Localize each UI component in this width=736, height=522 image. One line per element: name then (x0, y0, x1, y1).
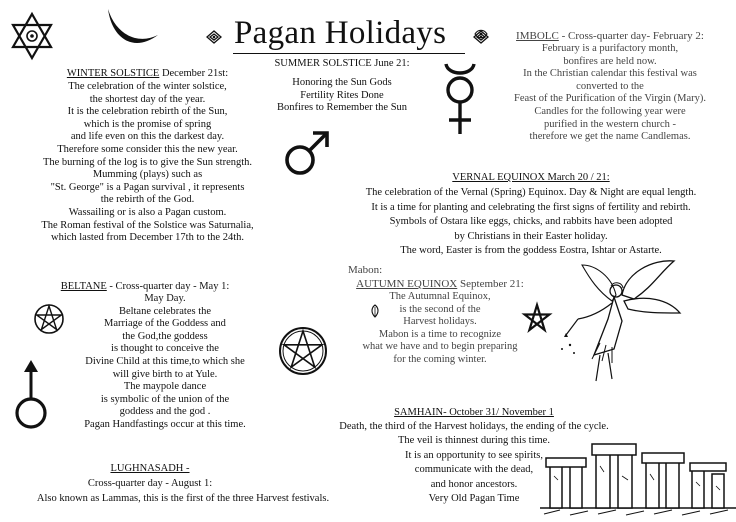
winter-solstice-line: The celebration of the winter solstice, (68, 81, 227, 92)
page-title: Pagan Holidays (234, 15, 447, 51)
samhain-line: communicate with the dead, (414, 464, 534, 476)
mabon-line: Harvest holidays. (403, 316, 477, 328)
pentagram-icon (522, 303, 552, 333)
pentacle-icon (277, 325, 329, 377)
stonehenge-icon (540, 436, 736, 518)
vernal-equinox-line: The celebration of the Vernal (Spring) Equinox. Day & Night are equal length. (365, 187, 697, 198)
lughnasadh-body-2 (0, 492, 366, 506)
beltane-line: Beltane celebrates the (118, 305, 212, 317)
imbolc-line: Candles for the following year were (534, 105, 686, 117)
celtic-knot-icon (205, 29, 223, 45)
summer-solstice-line: Bonfires to Remember the Sun (276, 102, 408, 114)
beltane-line: May Day. (144, 293, 186, 304)
winter-solstice-line: the rebirth of the God. (100, 194, 195, 206)
beltane-line: is symbolic of the union of the (100, 393, 230, 405)
summer-solstice-section (252, 57, 432, 115)
summer-solstice-line: Honoring the Sun Gods (292, 77, 392, 88)
vernal-equinox-line: It is a time for planting and celebrating the first signs of fertility and rebirth. (371, 201, 691, 213)
lughnasadh-body (0, 477, 300, 491)
autumn-equinox-heading: AUTUMN EQUINOX (356, 278, 458, 290)
beltane-heading: BELTANE (60, 281, 107, 292)
winter-solstice-line: which lasted from December 17th to the 24th. (50, 232, 245, 244)
mercury-symbol-icon (438, 60, 482, 140)
beltane-section (0, 280, 290, 293)
vernal-equinox-line: Symbols of Ostara like eggs, chicks, and rabbits have been adopted (389, 216, 673, 228)
samhain-line: Very Old Pagan Time (428, 493, 520, 505)
beltane-line: will give birth to at Yule. (112, 368, 218, 380)
vernal-equinox-heading: VERNAL EQUINOX March 20 / 21: (452, 172, 610, 183)
hexagram-icon (6, 10, 58, 62)
mabon-line: The Autumnal Equinox, (389, 291, 491, 302)
winter-solstice-line: Wassailing or is also a Pagan custom. (68, 206, 227, 218)
winter-solstice-line: which is the promise of spring (83, 118, 212, 130)
imbolc-line: therefore we get the name Candlemas. (529, 131, 691, 143)
title-underline (233, 53, 465, 54)
samhain-line: It is an opportunity to see spirits, (405, 449, 543, 461)
winter-solstice-line: and life even on this the darkest day. (70, 131, 225, 143)
samhain-line: Death, the third of the Harvest holidays, the ending of the cycle. (339, 421, 609, 432)
imbolc-line: Feast of the Purification of the Virgin (Mary). (513, 93, 707, 105)
pentacle-icon (33, 303, 65, 335)
winter-solstice-line: "St. George" is a Pagan survival , it represents (50, 181, 245, 193)
winter-solstice-line: The burning of the log is to give the Sun strength. (42, 156, 253, 168)
samhain-heading: SAMHAIN- October 31/ November 1 (394, 407, 554, 418)
winter-solstice-line: Mumming (plays) such as (92, 169, 203, 181)
beltane-line: Divine Child at this time,to which she (85, 355, 245, 367)
imbolc-section (484, 29, 736, 144)
mabon-line: for the coming winter. (393, 353, 487, 365)
autumn-equinox-date: September 21: (457, 278, 524, 290)
fairy-figure-icon (556, 255, 686, 395)
imbolc-line: bonfires are held now. (563, 55, 657, 67)
lughnasadh-line: Cross-quarter day - August 1: (87, 478, 213, 489)
imbolc-line: February is a purifactory month, (541, 43, 679, 54)
mabon-label: Mabon: (348, 264, 383, 276)
winter-solstice-date: December 21st: (161, 68, 229, 79)
beltane-line: goddess and the god . (119, 406, 211, 418)
imbolc-heading: IMBOLC (516, 30, 559, 42)
beltane-line: is thought to conceive the (111, 343, 219, 355)
beltane-line: the God,the goddess (122, 330, 208, 342)
vernal-equinox-line: The word, Easter is from the goddess Eostra, Ishtar or Astarte. (400, 245, 662, 257)
mabon-line: is the second of the (399, 303, 481, 315)
vernal-equinox-line: by Christians in their Easter holiday. (454, 230, 608, 242)
crescent-moon-icon (104, 5, 162, 61)
mabon-line: what we have and to begin preparing (362, 341, 518, 353)
winter-solstice-line: The Roman festival of the Solstice was Saturnalia, (41, 219, 254, 231)
beltane-line: The maypole dance (123, 381, 207, 393)
winter-solstice-line: the shortest day of the year. (89, 93, 206, 105)
imbolc-line: converted to the (576, 80, 644, 92)
lughnasadh-line: Also known as Lammas, this is the first of the three Harvest festivals. (36, 493, 330, 504)
imbolc-line: In the Christian calendar this festival was (523, 68, 697, 80)
winter-solstice-heading: WINTER SOLSTICE (66, 68, 160, 79)
winter-solstice-line: It is the celebration rebirth of the Sun, (67, 106, 228, 118)
imbolc-subtitle: - Cross-quarter day- February 2: (558, 30, 704, 42)
winter-solstice-line: Therefore some consider this the new year. (57, 143, 238, 155)
winter-solstice-section (0, 67, 295, 245)
beltane-subtitle: - Cross-quarter day - May 1: (106, 281, 230, 292)
vernal-equinox-section (326, 171, 736, 259)
samhain-line: and honor ancestors. (430, 478, 518, 490)
samhain-line: The veil is thinnest during this time. (398, 435, 550, 447)
leaf-ornament-icon (368, 304, 382, 318)
summer-solstice-line: Fertility Rites Done (300, 89, 384, 101)
beltane-line: Marriage of the Goddess and (104, 318, 226, 330)
beltane-line: Pagan Handfastings occur at this time. (84, 418, 246, 430)
lughnasadh-heading: LUGHNASADH - (110, 463, 190, 474)
beltane-body (55, 293, 275, 432)
mabon-line: Mabon is a time to recognize (378, 328, 502, 340)
summer-solstice-heading: SUMMER SOLSTICE June 21: (274, 58, 410, 69)
imbolc-line: purified in the western church - (543, 118, 677, 130)
mars-symbol-icon (14, 358, 48, 434)
lughnasadh-section (0, 462, 300, 476)
